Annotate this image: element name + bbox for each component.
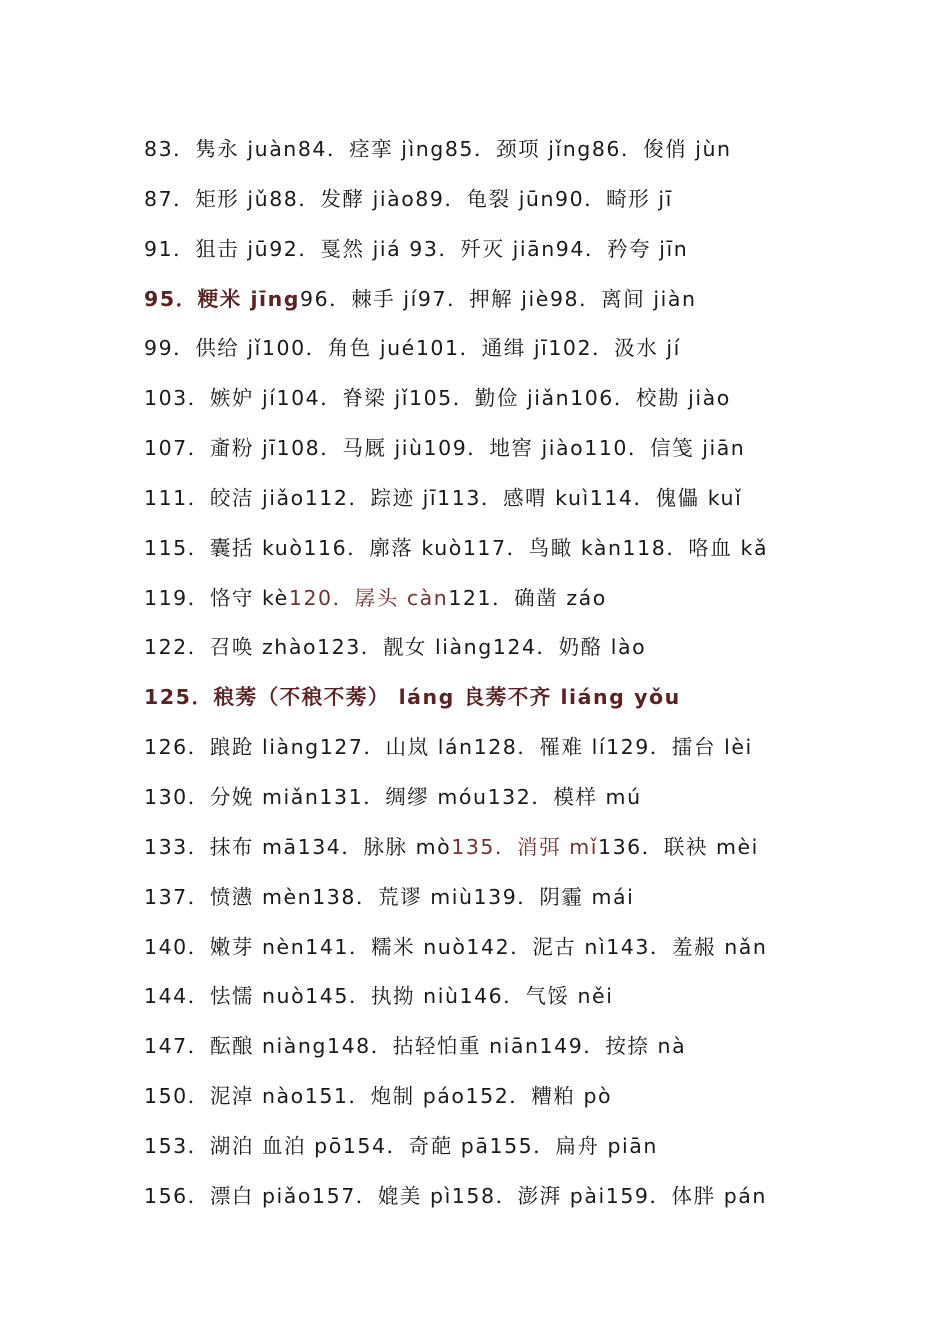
- vocab-text: 137．愤懑 mèn138．荒谬 miù139．阴霾 mái: [144, 884, 635, 909]
- vocab-line: [144, 728, 934, 778]
- vocab-line: [144, 778, 934, 828]
- vocab-line: [144, 878, 934, 928]
- vocab-text-highlighted: 125．稂莠（不稂不莠） láng 良莠不齐 liáng yǒu: [144, 685, 681, 710]
- vocab-text: 133．抹布 mā134．脉脉 mò: [144, 834, 452, 859]
- vocab-line: [144, 678, 934, 728]
- vocab-text: 122．召唤 zhào123．靓女 liàng124．奶酪 lào: [144, 635, 647, 660]
- vocab-line: [144, 1077, 934, 1127]
- vocab-text-highlighted: 135．消弭 mǐ: [451, 834, 598, 859]
- vocab-text: 87．矩形 jǔ88．发酵 jiào89．龟裂 jūn90．畸形 jī: [144, 186, 673, 211]
- vocab-line: [144, 828, 934, 878]
- vocab-line: [144, 579, 934, 629]
- vocab-line: [144, 230, 934, 280]
- vocab-text: 126．踉跄 liàng127．山岚 lán128．罹难 lí129．擂台 lèi: [144, 735, 753, 760]
- vocab-text: 96．棘手 jí97．押解 jiè98．离间 jiàn: [300, 286, 697, 311]
- vocab-line: [144, 1127, 934, 1177]
- vocab-text: 121．确凿 záo: [448, 585, 607, 610]
- vocab-text: 147．酝酿 niàng148．拈轻怕重 niān149．按捺 nà: [144, 1034, 687, 1059]
- vocab-line: [144, 1177, 934, 1227]
- vocab-line: [144, 280, 934, 330]
- vocab-line: [144, 479, 934, 529]
- vocab-text: 91．狙击 jū92．戛然 jiá 93．歼灭 jiān94．矜夸 jīn: [144, 236, 689, 261]
- vocab-line: [144, 329, 934, 379]
- vocab-text: 150．泥淖 nào151．炮制 páo152．糟粕 pò: [144, 1084, 613, 1109]
- vocab-line: [144, 529, 934, 579]
- vocab-text: 153．湖泊 血泊 pō154．奇葩 pā155．扁舟 piān: [144, 1133, 658, 1158]
- vocab-text: 144．怯懦 nuò145．执拗 niù146．气馁 něi: [144, 984, 614, 1009]
- vocab-text: 136．联袂 mèi: [598, 834, 759, 859]
- vocab-text: 115．囊括 kuò116．廓落 kuò117．鸟瞰 kàn118．咯血 kǎ: [144, 535, 769, 560]
- vocab-text: 156．漂白 piǎo157．媲美 pì158．澎湃 pài159．体胖 pán: [144, 1183, 767, 1208]
- vocab-line: [144, 180, 934, 230]
- vocab-line: [144, 429, 934, 479]
- vocab-line: [144, 130, 934, 180]
- vocab-text: 111．皎洁 jiǎo112．踪迹 jī113．感喟 kuì114．傀儡 kuǐ: [144, 485, 743, 510]
- vocab-text: 107．齑粉 jī108．马厩 jiù109．地窖 jiào110．信笺 jiān: [144, 436, 746, 461]
- vocab-line: [144, 977, 934, 1027]
- vocab-line: [144, 1027, 934, 1077]
- vocabulary-list: [144, 130, 934, 1227]
- vocab-text-highlighted: 95．粳米 jīng: [144, 286, 300, 311]
- vocab-line: [144, 628, 934, 678]
- vocab-text: 83．隽永 juàn84．痉挛 jìng85．颈项 jǐng86．俊俏 jùn: [144, 137, 732, 161]
- vocab-text: 119．恪守 kè: [144, 585, 289, 610]
- vocab-text: 103．嫉妒 jí104．脊梁 jǐ105．勤俭 jiǎn106．校勘 jiào: [144, 386, 731, 411]
- vocab-text: 140．嫩芽 nèn141．糯米 nuò142．泥古 nì143．羞赧 nǎn: [144, 934, 768, 959]
- vocab-line: [144, 928, 934, 978]
- vocab-text-highlighted: 120．孱头 càn: [288, 585, 449, 610]
- vocab-line: [144, 379, 934, 429]
- vocab-text: 130．分娩 miǎn131．绸缪 móu132．模样 mú: [144, 784, 642, 809]
- vocab-text: 99．供给 jǐ100．角色 jué101．通缉 jī102．汲水 jí: [144, 336, 681, 361]
